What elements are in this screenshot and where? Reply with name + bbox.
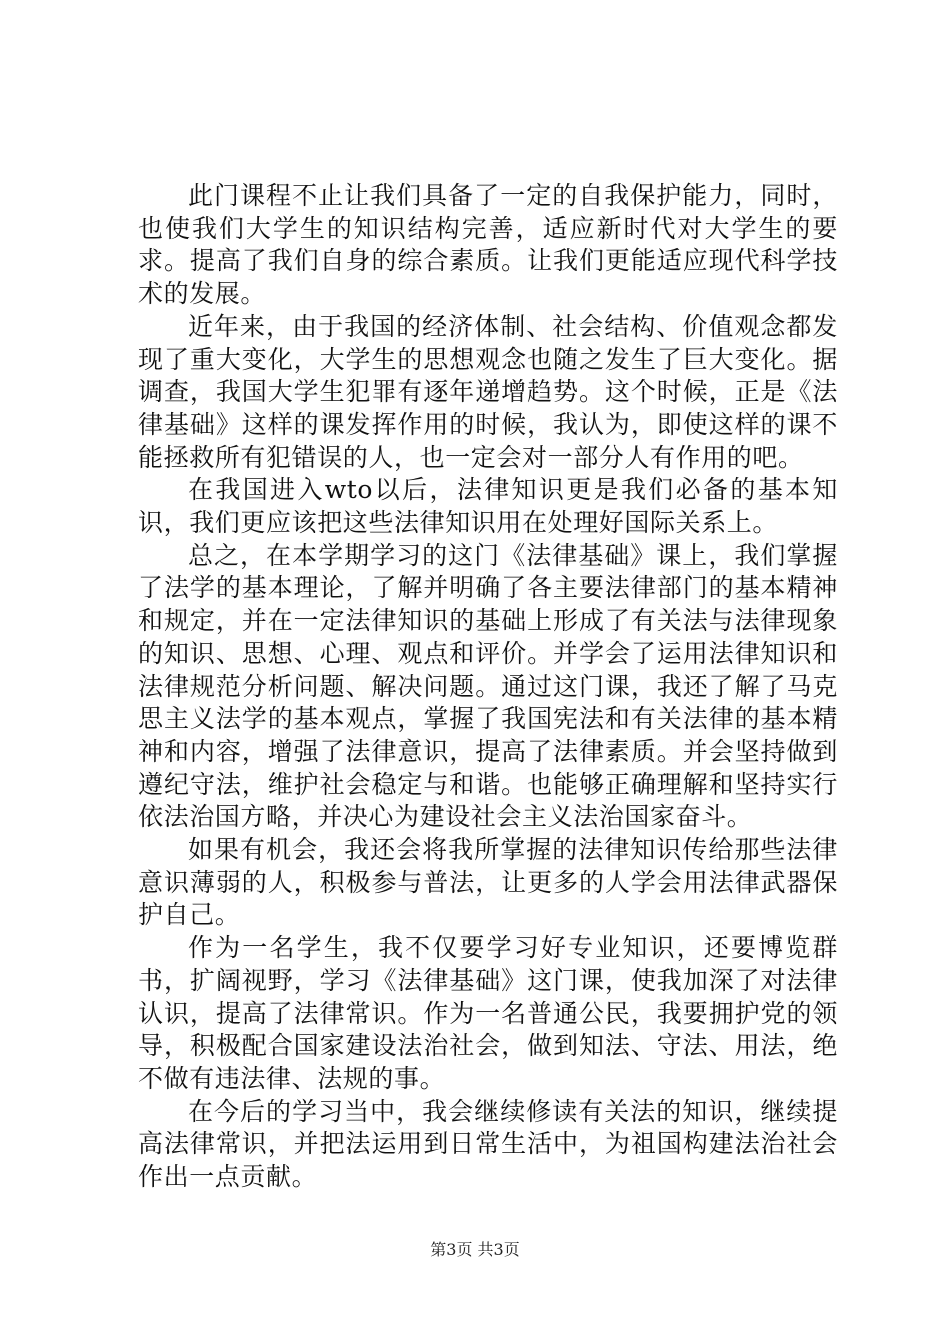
paragraph-2: 近年来，由于我国的经济体制、社会结构、价值观念都发现了重大变化，大学生的思想观念也随之发生了巨大变化。据调查，我国大学生犯罪有逐年递增趋势。这个时候，正是《法律基础》这样的课发挥作用的时候，我认为，即使这样的课不能拯救所有犯错误的人，也一定会对一部分人有作用的吧。 — [138, 311, 838, 472]
paragraph-1: 此门课程不止让我们具备了一定的自我保护能力，同时，也使我们大学生的知识结构完善，适应新时代对大学生的要求。提高了我们自身的综合素质。让我们更能适应现代科学技术的发展。 — [138, 181, 838, 309]
paragraph-6: 作为一名学生，我不仅要学习好专业知识，还要博览群书，扩阔视野，学习《法律基础》这门课，使我加深了对法律认识，提高了法律常识。作为一名普通公民，我要拥护党的领导，积极配合国家建设法治社会，做到知法、守法、用法，绝不做有违法律、法规的事。 — [138, 933, 838, 1093]
document-body — [138, 180, 838, 1194]
paragraph-5: 如果有机会，我还会将我所掌握的法律知识传给那些法律意识薄弱的人，积极参与普法，让更多的人学会用法律武器保护自己。 — [138, 835, 838, 930]
paragraph-3: 在我国进入wto以后，法律知识更是我们必备的基本知识，我们更应该把这些法律知识用在处理好国际关系上。 — [138, 475, 838, 538]
paragraph-4: 总之，在本学期学习的这门《法律基础》课上，我们掌握了法学的基本理论，了解并明确了各主要法律部门的基本精神和规定，并在一定法律知识的基础上形成了有关法与法律现象的知识、思想、心理、观点和评价。并学会了运用法律知识和法律规范分析问题、解决问题。通过这门课，我还了解了马克思主义法学的基本观点，掌握了我国宪法和有关法律的基本精神和内容，增强了法律意识，提高了法律素质。并会坚持做到遵纪守法，维护社会稳定与和谐。也能够正确理解和坚持实行依法治国方略，并决心为建设社会主义法治国家奋斗。 — [138, 540, 838, 832]
page-number-footer: 第3页 共3页 — [430, 1240, 520, 1259]
paragraph-7: 在今后的学习当中，我会继续修读有关法的知识，继续提高法律常识，并把法运用到日常生活中，为祖国构建法治社会作出一点贡献。 — [138, 1096, 838, 1192]
